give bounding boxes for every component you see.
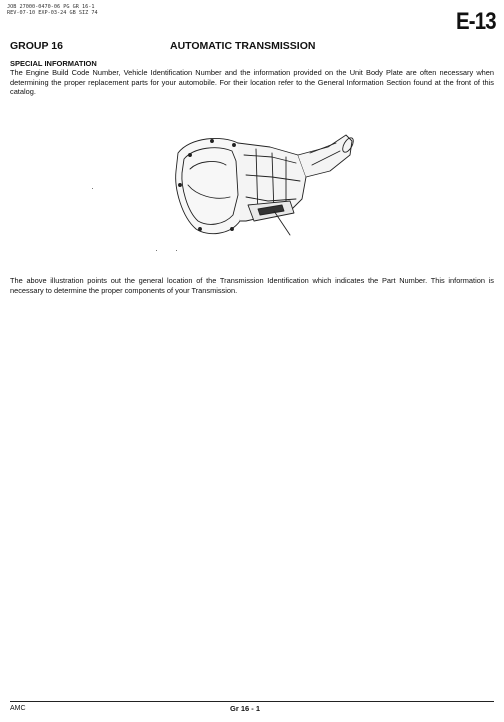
- scan-speck: [176, 250, 177, 251]
- job-info: [7, 4, 98, 16]
- footer-page-number: Gr 16 - 1: [230, 704, 261, 713]
- special-information-paragraph: The Engine Build Code Number, Vehicle Identification Number and the information provided on the Unit Body Plate are often necessary when determining the proper replacement parts for your automobile. For their location refer to the General Information Section found at the front of this catalog.: [10, 68, 494, 97]
- automatic-transmission-icon: [160, 125, 360, 265]
- transmission-illustration: [160, 125, 360, 265]
- job-info-line: JOB 27000-0470-06 PG GR 16-1: [7, 4, 95, 10]
- group-label: GROUP 16: [10, 40, 63, 52]
- footer-divider: [10, 701, 494, 702]
- job-info-line: REV-07-10 EXP-03-24 GB SIZ 74: [7, 10, 98, 16]
- page-code: E-13: [456, 8, 496, 35]
- transmission-identification-paragraph: The above illustration points out the general location of the Transmission Identification which indicates the Part Number. This information is necessary to determine the proper components of your Transmission.: [10, 276, 494, 295]
- scan-speck: [156, 250, 157, 251]
- special-information-heading: SPECIAL INFORMATION: [10, 59, 97, 68]
- section-title: AUTOMATIC TRANSMISSION: [170, 40, 316, 52]
- footer-brand: AMC: [10, 705, 26, 712]
- scan-speck: [92, 188, 93, 189]
